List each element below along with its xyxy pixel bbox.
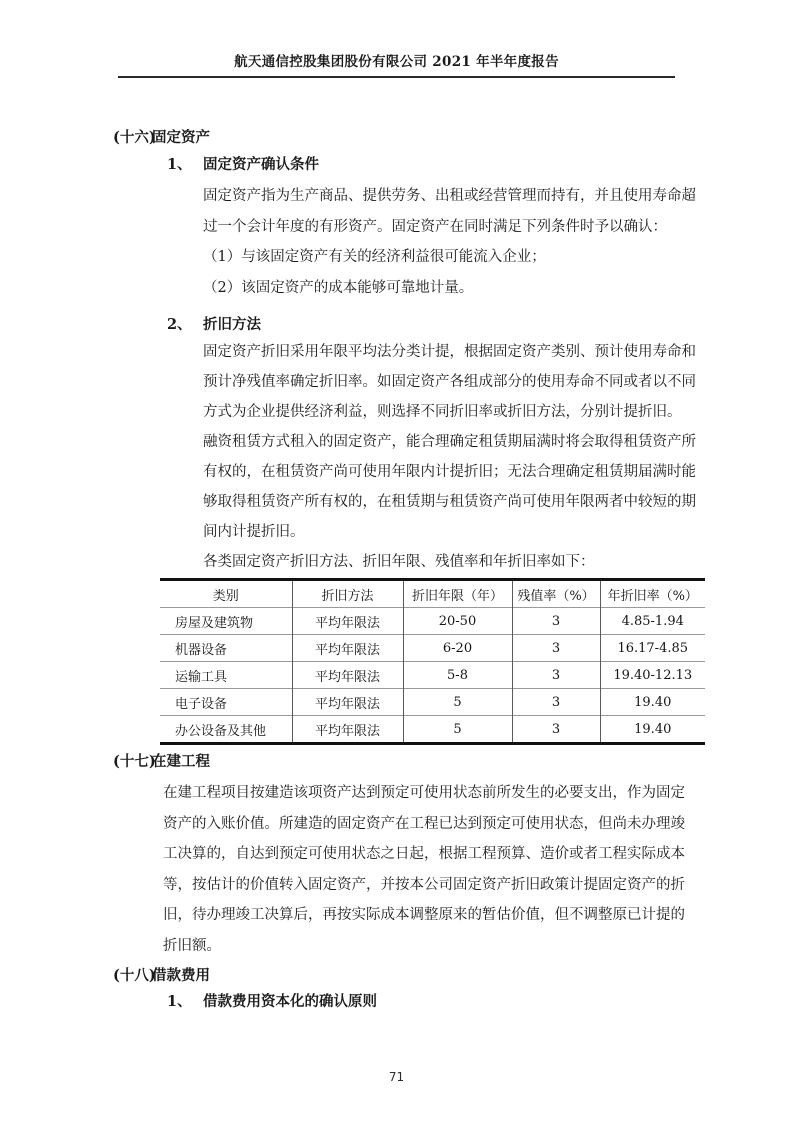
subsection-16-1-number: 1、 [167,156,192,173]
table-cell: 房屋及建筑物 [160,608,292,635]
table-cell: 机器设备 [160,635,292,662]
table-cell: 3 [512,608,600,635]
section-18-title: 借款费用 [152,967,210,984]
table-cell: 19.40 [600,716,705,744]
table-row [160,716,705,744]
paragraph-line: 预计净残值率确定折旧率。如固定资产各组成部分的使用寿命不同或者以不同 [203,374,696,390]
table-cell: 5 [403,716,512,744]
section-17-number: (十七) [113,753,156,770]
paragraph-line: 融资租赁方式租入的固定资产，能合理确定租赁期届满时将会取得租赁资产所 [203,434,696,450]
table-cell: 6-20 [403,635,512,662]
subsection-16-1-heading [167,155,319,175]
table-cell: 运输工具 [160,662,292,689]
paragraph-line: 等，按估计的价值转入固定资产，并按本公司固定资产折旧政策计提固定资产的折 [163,876,685,893]
table-cell: 3 [512,662,600,689]
subsection-16-1-title: 固定资产确认条件 [203,156,319,173]
depreciation-table [160,578,705,745]
table-cell: 平均年限法 [292,689,403,716]
paragraph-line: 方式为企业提供经济利益，则选择不同折旧率或折旧方法，分别计提折旧。 [203,404,682,420]
table-cell: 4.85-1.94 [600,608,705,635]
table-cell: 平均年限法 [292,635,403,662]
paragraph-depreciation-method [203,337,696,577]
paragraph-line: （1）与该固定资产有关的经济利益很可能流入企业； [203,249,546,265]
paragraph-line: 折旧额。 [163,937,221,954]
subsection-16-2-heading [167,315,261,335]
paragraph-line: 旧，待办理竣工决算后，再按实际成本调整原来的暂估价值，但不调整原已计提的 [163,907,685,923]
table-cell: 平均年限法 [292,608,403,635]
subsection-18-1-heading [167,992,377,1012]
section-16-title: 固定资产 [152,129,210,146]
table-cell: 19.40 [600,689,705,716]
table-cell: 5 [403,689,512,716]
section-16-heading [113,128,210,148]
table-header-cell: 年折旧率（%） [600,580,705,608]
report-header-title: 航天通信控股集团股份有限公司 2021 年半年度报告 [118,50,675,78]
table-cell: 19.40-12.13 [600,662,705,689]
table-cell: 3 [512,635,600,662]
table-row [160,635,705,662]
paragraph-line: 工决算的，自达到预定可使用状态之日起，根据工程预算、造价或者工程实际成本 [163,846,685,862]
paragraph-line: 各类固定资产折旧方法、折旧年限、残值率和年折旧率如下： [203,554,595,570]
table-header-row [160,580,705,608]
paragraph-line: 过一个会计年度的有形资产。固定资产在同时满足下列条件时予以确认： [203,218,667,235]
paragraph-line: 有权的，在租赁资产尚可使用年限内计提折旧；无法合理确定租赁期届满时能 [203,464,696,480]
subsection-18-1-number: 1、 [167,993,192,1010]
paragraph-line: 在建工程项目按建造该项资产达到预定可使用状态前所发生的必要支出，作为固定 [163,785,685,801]
table-cell: 3 [512,689,600,716]
paragraph-line: （2）该固定资产的成本能够可靠地计量。 [203,279,474,296]
paragraph-line: 固定资产折旧采用年限平均法分类计提，根据固定资产类别、预计使用寿命和 [203,344,696,360]
table-row [160,689,705,716]
page-number: 71 [388,1070,405,1084]
table-cell: 16.17-4.85 [600,635,705,662]
table-cell: 平均年限法 [292,716,403,744]
table-header-cell: 残值率（%） [512,580,600,608]
section-18-number: (十八) [113,967,156,984]
table-header-cell: 类别 [212,588,239,604]
section-16-number: (十六) [113,129,156,146]
paragraph-line: 固定资产指为生产商品、提供劳务、出租或经营管理而持有，并且使用寿命超 [203,188,696,204]
table-header-cell: 折旧年限（年） [403,580,512,608]
table-cell: 平均年限法 [292,662,403,689]
table-cell: 20-50 [403,608,512,635]
table-header-cell: 折旧方法 [292,580,403,608]
subsection-16-2-number: 2、 [167,316,192,333]
paragraph-line: 够取得租赁资产所有权的，在租赁期与租赁资产尚可使用年限两者中较短的期 [203,494,696,510]
table-cell: 5-8 [403,662,512,689]
paragraph-line: 间内计提折旧。 [203,524,305,540]
table-row [160,608,705,635]
section-17-title: 在建工程 [152,753,210,770]
table-cell: 3 [512,716,600,744]
paragraph-fixed-asset-recognition [203,181,696,303]
table-row [160,662,705,689]
paragraph-line: 资产的入账价值。所建造的固定资产在工程已达到预定可使用状态，但尚未办理竣 [163,815,685,832]
table-cell: 办公设备及其他 [160,716,292,744]
section-18-heading [113,966,210,986]
table-cell: 电子设备 [160,689,292,716]
subsection-16-2-title: 折旧方法 [203,316,261,333]
paragraph-construction-in-progress [163,778,685,961]
subsection-18-1-title: 借款费用资本化的确认原则 [203,993,377,1010]
section-17-heading [113,752,210,772]
